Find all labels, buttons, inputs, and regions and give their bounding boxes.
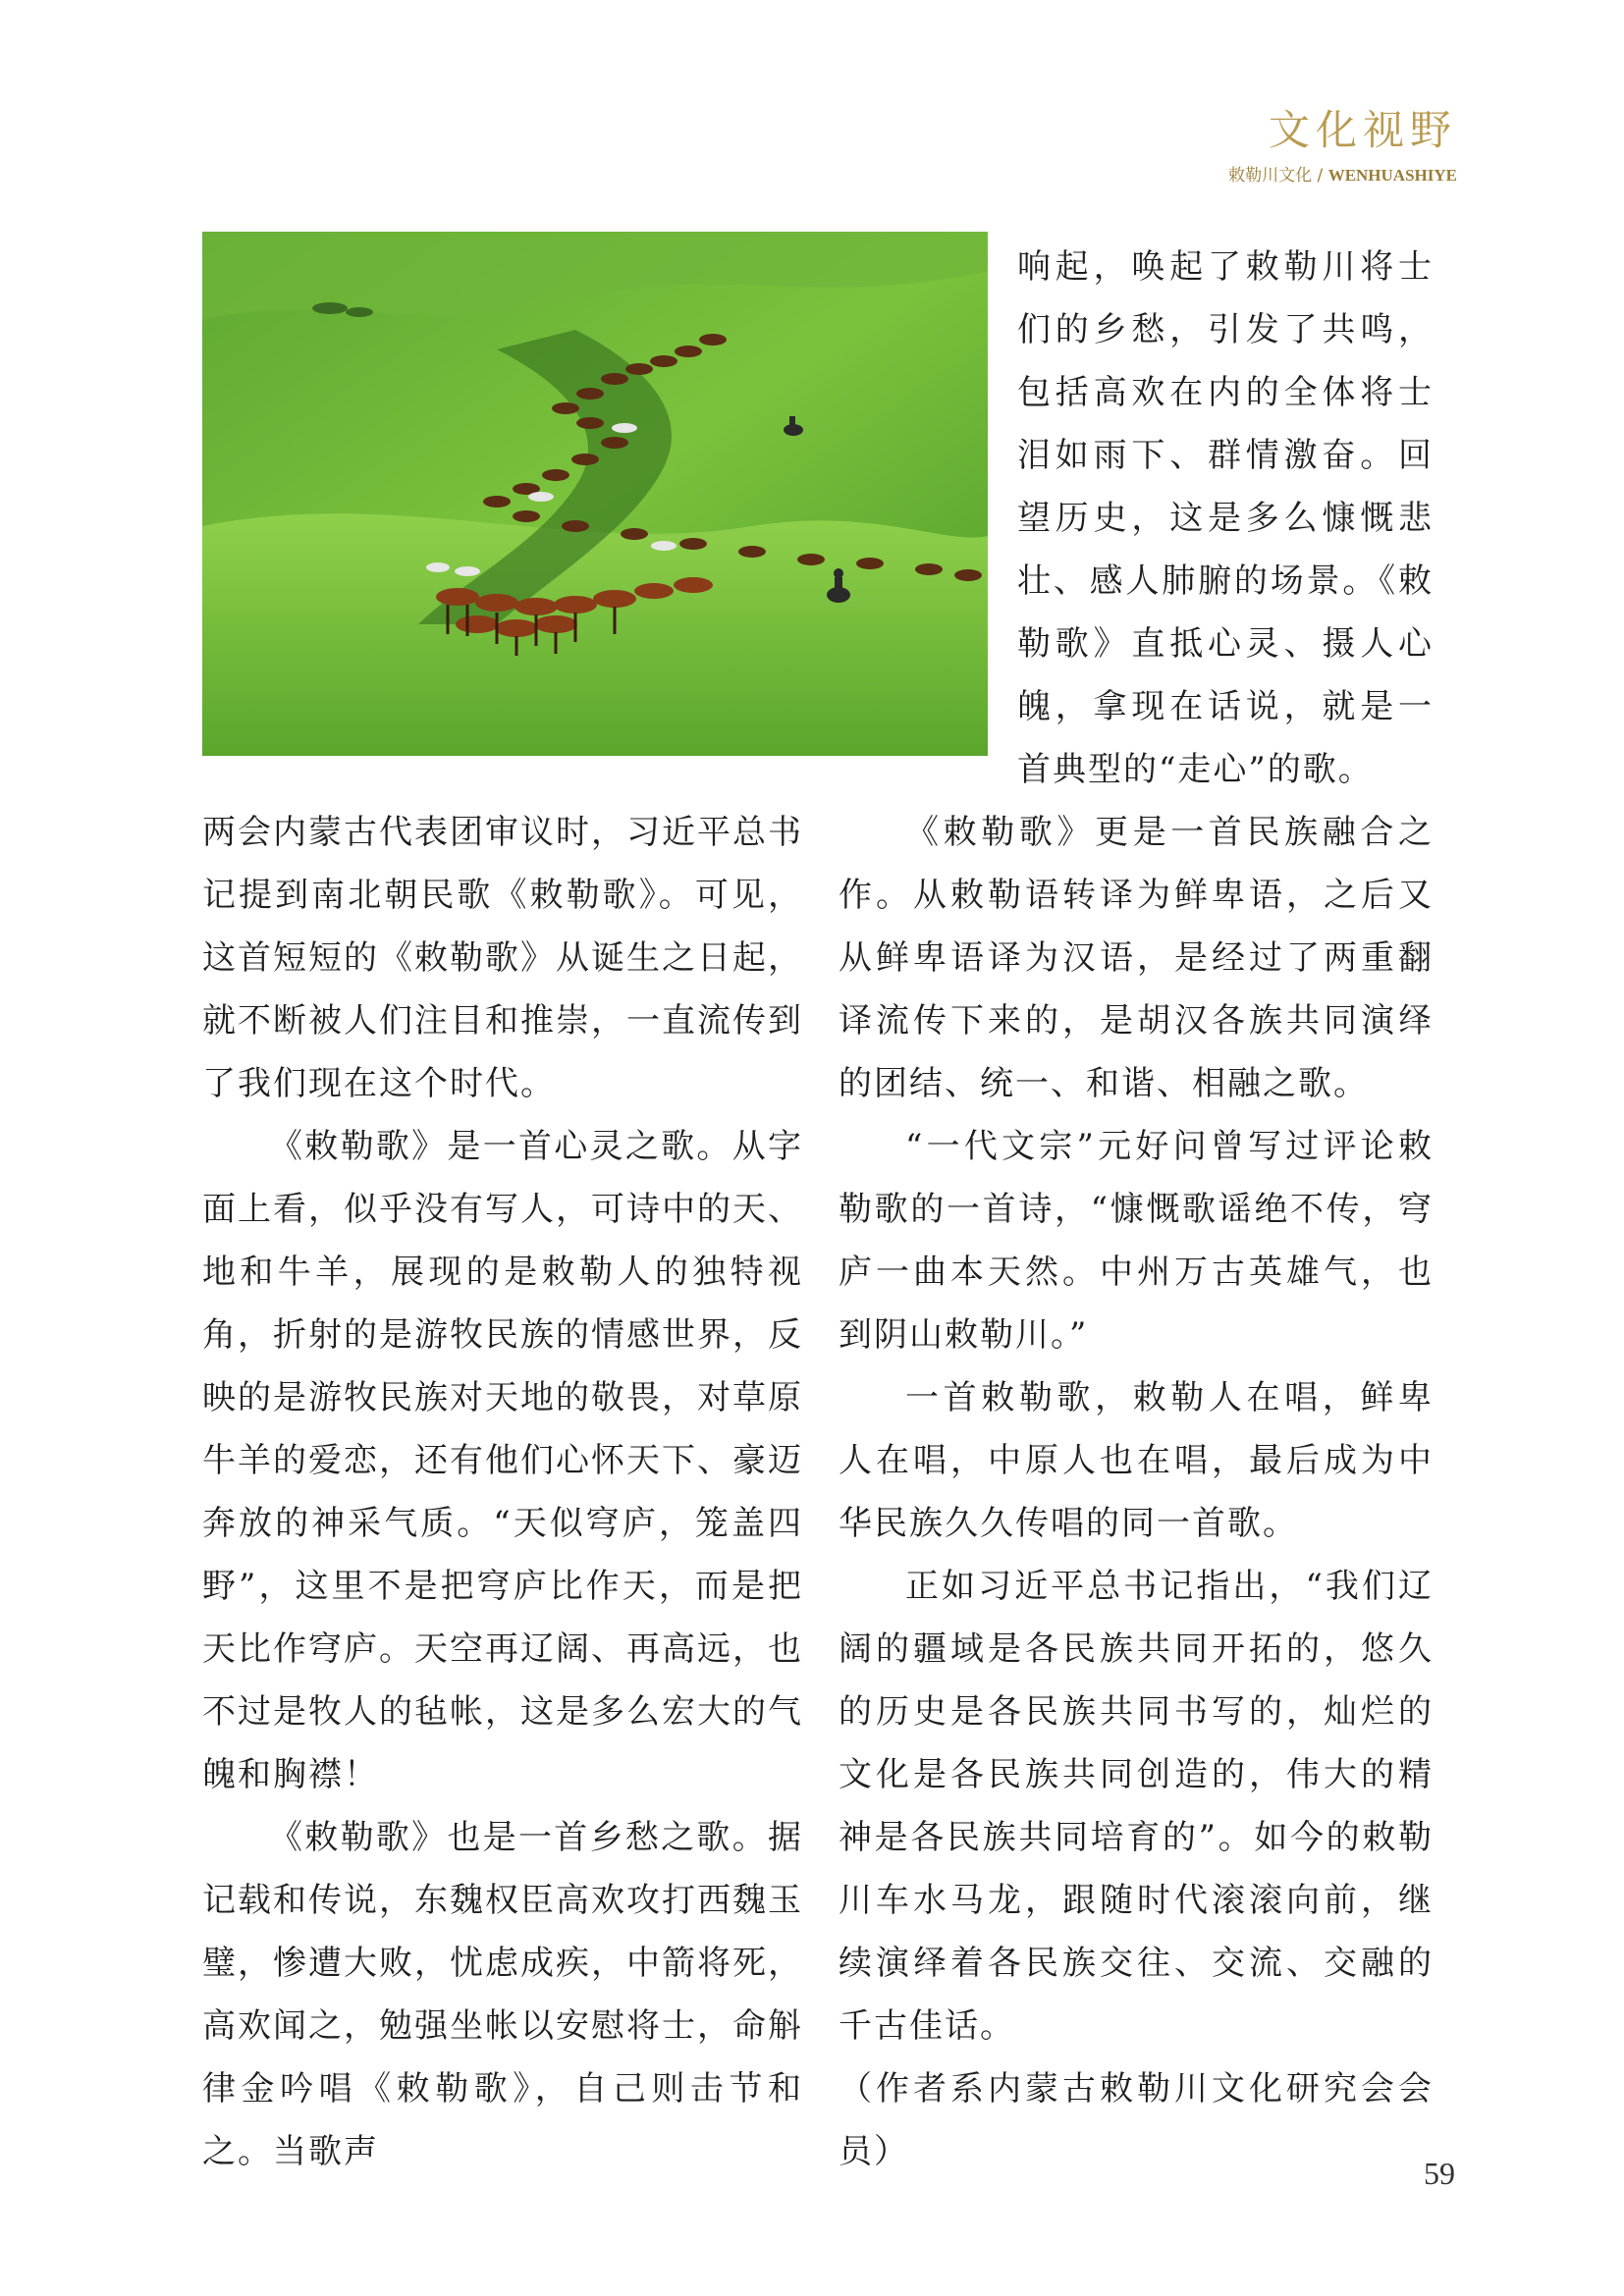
paragraph: 《敕勒歌》也是一首乡愁之歌。据记载和传说，东魏权臣高欢攻打西魏玉璧，惨遭大败，忧虑成疾，中箭将死，高欢闻之，勉强坐帐以安慰将士，命斛律金吟唱《敕勒歌》，自己则击节和之。当歌声 [202, 1818, 803, 2171]
article-text-top-right [1017, 236, 1434, 801]
grassland-horses-photo [202, 232, 988, 756]
paragraph: 两会内蒙古代表团审议时，习近平总书记提到南北朝民歌《敕勒歌》。可见，这首短短的《敕勒歌》从诞生之日起，就不断被人们注目和推崇，一直流传到了我们现在这个时代。 [202, 813, 803, 1103]
article-column-right [839, 801, 1434, 2183]
section-subtitle [1228, 167, 1457, 185]
paragraph: 正如习近平总书记指出，“我们辽阔的疆域是各民族共同开拓的，悠久的历史是各民族共同书写的，灿烂的文化是各民族共同创造的，伟大的精神是各民族共同培育的”。如今的敕勒川车水马龙，跟随时代滚滚向前，继续演绎着各民族交往、交流、交融的千古佳话。 [839, 1567, 1434, 2046]
article-column-left [202, 801, 803, 2183]
paragraph: “一代文宗”元好问曾写过评论敕勒歌的一首诗，“慷慨歌谣绝不传，穹庐一曲本天然。中州万古英雄气，也到阴山敕勒川。” [839, 1127, 1434, 1355]
paragraph: 响起，唤起了敕勒川将士们的乡愁，引发了共鸣，包括高欢在内的全体将士泪如雨下、群情激奋。回望历史，这是多么慷慨悲壮、感人肺腑的场景。《敕勒歌》直抵心灵、摄人心魄，拿现在话说，就是一首典型的“走心”的歌。 [1017, 247, 1434, 789]
section-title: 文化视野 [1268, 106, 1457, 154]
photo-illustration [202, 232, 988, 756]
paragraph: 《敕勒歌》更是一首民族融合之作。从敕勒语转译为鲜卑语，之后又从鲜卑语译为汉语，是经过了两重翻译流传下来的，是胡汉各族共同演绎的团结、统一、和谐、相融之歌。 [839, 813, 1434, 1103]
author-note: （作者系内蒙古敕勒川文化研究会会员） [839, 2069, 1434, 2171]
subtitle-en: WENHUASHIYE [1327, 166, 1457, 185]
paragraph: 一首敕勒歌，敕勒人在唱，鲜卑人在唱，中原人也在唱，最后成为中华民族久久传唱的同一首歌。 [839, 1378, 1434, 1543]
paragraph: 《敕勒歌》是一首心灵之歌。从字面上看，似乎没有写人，可诗中的天、地和牛羊，展现的是敕勒人的独特视角，折射的是游牧民族的情感世界，反映的是游牧民族对天地的敬畏，对草原牛羊的爱恋，还有他们心怀天下、豪迈奔放的神采气质。“天似穹庐，笼盖四野”，这里不是把穹庐比作天，而是把天比作穹庐。天空再辽阔、再高远，也不过是牧人的毡帐，这是多么宏大的气魄和胸襟！ [202, 1127, 803, 1794]
page-number: 59 [1424, 2156, 1455, 2191]
subtitle-cn: 敕勒川文化 [1228, 166, 1313, 186]
subtitle-separator: / [1312, 166, 1328, 186]
